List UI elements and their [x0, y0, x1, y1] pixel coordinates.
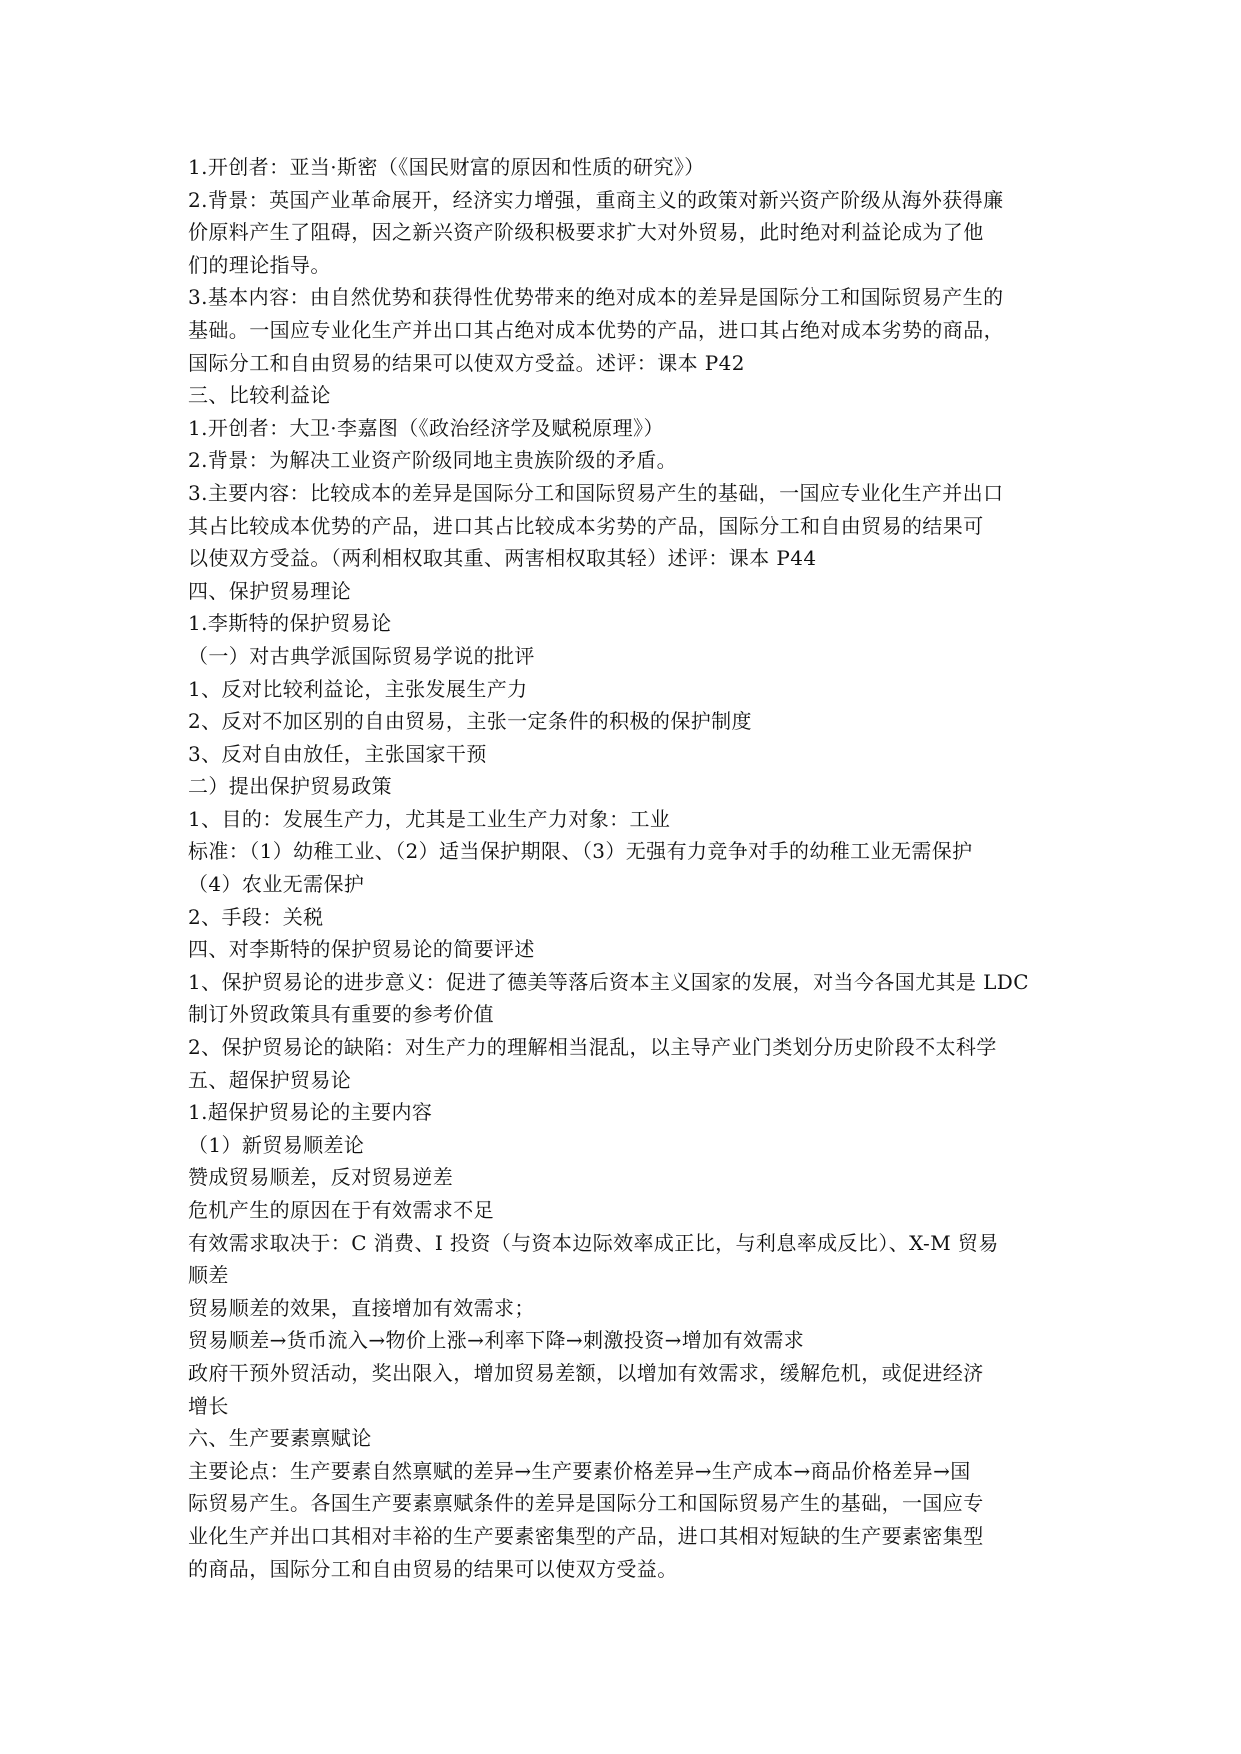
text-line: 2.背景：为解决工业资产阶级同地主贵族阶级的矛盾。: [188, 448, 678, 473]
text-line: 价原料产生了阻碍，因之新兴资产阶级积极要求扩大对外贸易，此时绝对利益论成为了他: [188, 220, 984, 245]
text-line: 的商品，国际分工和自由贸易的结果可以使双方受益。: [188, 1556, 678, 1581]
text-line: 增长: [188, 1393, 229, 1418]
text-line: 有效需求取决于：C 消费、I 投资（与资本边际效率成正比，与利息率成反比）、X-M 贸易: [188, 1230, 999, 1255]
text-line: 1.李斯特的保护贸易论: [188, 611, 392, 636]
text-line: 二）提出保护贸易政策: [188, 774, 392, 799]
text-line: 主要论点：生产要素自然禀赋的差异→生产要素价格差异→生产成本→商品价格差异→国: [188, 1458, 971, 1483]
text-line: 其占比较成本优势的产品，进口其占比较成本劣势的产品，国际分工和自由贸易的结果可: [188, 513, 984, 538]
text-line: 1、保护贸易论的进步意义：促进了德美等落后资本主义国家的发展，对当今各国尤其是 LDC: [188, 969, 1029, 994]
text-line: 以使双方受益。（两利相权取其重、两害相权取其轻）述评：课本 P44: [188, 546, 817, 571]
text-line: 2、保护贸易论的缺陷：对生产力的理解相当混乱，以主导产业门类划分历史阶段不太科学: [188, 1035, 997, 1060]
text-line: 业化生产并出口其相对丰裕的生产要素密集型的产品，进口其相对短缺的生产要素密集型: [188, 1523, 984, 1548]
text-line: 们的理论指导。: [188, 252, 331, 277]
text-line: 贸易顺差的效果，直接增加有效需求；: [188, 1295, 535, 1320]
text-line: 1.开创者：亚当·斯密（《国民财富的原因和性质的研究》）: [188, 155, 705, 179]
section-heading: 六、生产要素禀赋论: [188, 1426, 372, 1451]
text-line: 3.基本内容：由自然优势和获得性优势带来的绝对成本的差异是国际分工和国际贸易产生的: [188, 285, 1004, 310]
text-line: 国际分工和自由贸易的结果可以使双方受益。述评：课本 P42: [188, 350, 745, 375]
text-line: 1、目的：发展生产力，尤其是工业生产力对象：工业: [188, 806, 671, 831]
text-line: 贸易顺差→货币流入→物价上涨→利率下降→刺激投资→增加有效需求: [188, 1328, 805, 1353]
text-line: 危机产生的原因在于有效需求不足: [188, 1198, 494, 1222]
text-line: （1）新贸易顺差论: [188, 1132, 365, 1157]
text-line: 赞成贸易顺差，反对贸易逆差: [188, 1165, 454, 1190]
text-line: 标准：（1）幼稚工业、（2）适当保护期限、（3）无强有力竞争对手的幼稚工业无需保护: [188, 839, 973, 864]
text-line: 2.背景：英国产业革命展开，经济实力增强，重商主义的政策对新兴资产阶级从海外获得廉: [188, 187, 1004, 212]
text-line: 3.主要内容：比较成本的差异是国际分工和国际贸易产生的基础，一国应专业化生产并出口: [188, 480, 1004, 505]
text-line: 3、反对自由放任，主张国家干预: [188, 741, 487, 766]
text-line: 顺差: [188, 1263, 229, 1288]
text-line: 2、反对不加区别的自由贸易，主张一定条件的积极的保护制度: [188, 709, 752, 734]
text-line: 1.超保护贸易论的主要内容: [188, 1100, 433, 1125]
text-line: 1.开创者：大卫·李嘉图（《政治经济学及赋税原理》）: [188, 415, 664, 440]
section-heading: 四、对李斯特的保护贸易论的简要评述: [188, 937, 535, 962]
text-line: （一）对古典学派国际贸易学说的批评: [188, 643, 535, 668]
text-line: 政府干预外贸活动，奖出限入，增加贸易差额，以增加有效需求，缓解危机，或促进经济: [188, 1360, 984, 1385]
text-line: 际贸易产生。各国生产要素禀赋条件的差异是国际分工和国际贸易产生的基础，一国应专: [188, 1491, 984, 1516]
text-line: 制订外贸政策具有重要的参考价值: [188, 1002, 494, 1027]
section-heading: 四、保护贸易理论: [188, 578, 352, 603]
document-body: [188, 151, 1068, 1585]
text-line: 2、手段：关税: [188, 904, 324, 929]
text-line: （4）农业无需保护: [188, 872, 365, 897]
section-heading: 三、比较利益论: [188, 383, 331, 408]
text-line: 1、反对比较利益论，主张发展生产力: [188, 676, 528, 701]
text-line: 基础。一国应专业化生产并出口其占绝对成本优势的产品，进口其占绝对成本劣势的商品，: [188, 317, 1004, 342]
section-heading: 五、超保护贸易论: [188, 1067, 352, 1092]
